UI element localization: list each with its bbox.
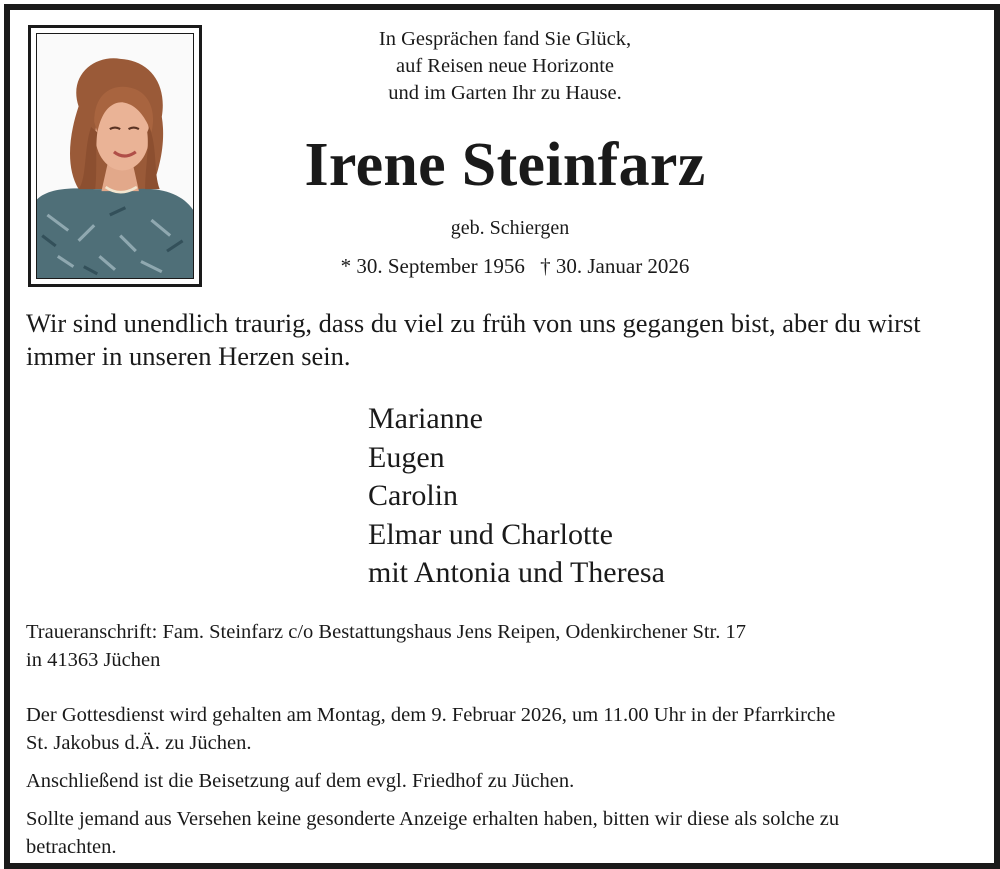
verse-line: In Gesprächen fand Sie Glück, [378, 28, 632, 50]
obituary-frame [4, 4, 1000, 869]
mourner-name: Elmar und Charlotte [368, 517, 613, 551]
condolence-address [26, 619, 966, 674]
service-line: Der Gottesdienst wird gehalten am Montag, dem 9. Februar 2026, um 11.00 Uhr in der Pfarrkirche [26, 704, 836, 726]
note-line: Sollte jemand aus Versehen keine gesonderte Anzeige erhalten haben, bitten wir diese als solche zu [26, 808, 840, 830]
portrait-photo [36, 33, 194, 279]
address-line: Traueranschrift: Fam. Steinfarz c/o Bestattungshaus Jens Reipen, Odenkirchener Str. 17 [26, 621, 747, 643]
mourner-name: Eugen [368, 440, 445, 474]
death-date: † 30. Januar 2026 [540, 254, 690, 278]
life-dates [290, 254, 740, 279]
mourning-message: Wir sind unendlich traurig, dass du viel zu früh von uns gegangen bist, aber du wirst immer in unseren Herzen sein. [26, 308, 921, 371]
deceased-name: Irene Steinfarz [304, 131, 706, 199]
address-line: in 41363 Jüchen [26, 648, 161, 671]
mourner-name: Marianne [368, 402, 483, 435]
note-line: betrachten. [26, 836, 117, 858]
birth-date: * 30. September 1956 [340, 254, 525, 278]
memorial-verse [310, 26, 700, 107]
verse-line: auf Reisen neue Horizonte [395, 55, 614, 77]
verse-line: und im Garten Ihr zu Hause. [388, 82, 622, 104]
service-line: St. Jakobus d.Ä. zu Jüchen. [26, 731, 252, 754]
mourner-name: Carolin [368, 479, 458, 512]
maiden-name: geb. Schiergen [450, 217, 570, 239]
burial-info: Anschließend ist die Beisetzung auf dem evgl. Friedhof zu Jüchen. [26, 770, 575, 792]
mourner-name: mit Antonia und Theresa [368, 556, 665, 589]
mourners-list [368, 400, 665, 593]
portrait-frame [28, 25, 202, 287]
portrait-image [37, 34, 193, 278]
notice-note [26, 805, 986, 861]
service-info [26, 702, 976, 757]
